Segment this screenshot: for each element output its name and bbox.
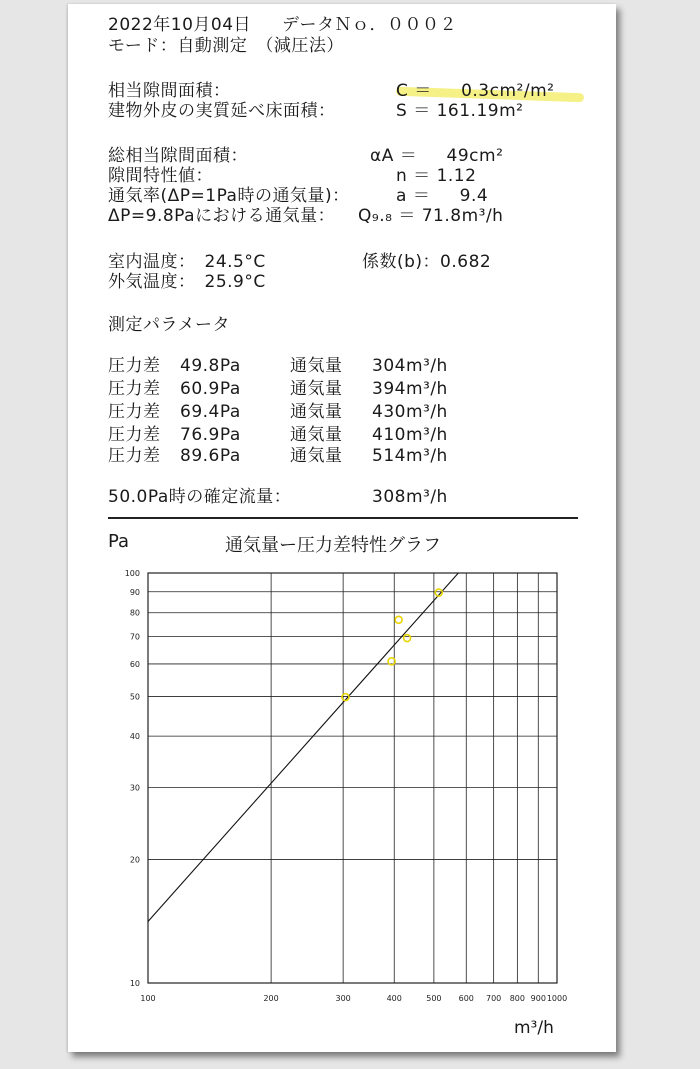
confirmed-label: 50.0Pa時の確定流量： [108, 487, 292, 507]
x-tick-label: 300 [335, 994, 351, 1003]
x-tick-label: 800 [509, 994, 526, 1003]
x-tick-label: 600 [458, 994, 474, 1003]
y-tick-label: 100 [124, 569, 140, 578]
s-label: 建物外皮の実質延べ床面積： [108, 101, 336, 121]
alpha-label: 総相当隙間面積： [108, 146, 248, 166]
x-tick-label: 400 [386, 994, 402, 1003]
alpha-value: αA ＝ 49cm² [370, 146, 504, 166]
dp-value: 89.6Pa [180, 446, 241, 466]
y-tick-label: 40 [129, 732, 140, 742]
q-value: 514m³/h [372, 446, 448, 466]
c-label: 相当隙間面積： [108, 81, 231, 101]
q-value: 304m³/h [372, 356, 448, 376]
y-tick-label: 80 [129, 608, 140, 618]
data-point [395, 616, 402, 623]
dp-label: 圧力差 [108, 356, 161, 376]
dp-label: 圧力差 [108, 425, 161, 445]
q-label: 通気量 [290, 379, 343, 399]
y-tick-label: 30 [129, 783, 140, 793]
y-tick-label: 70 [129, 632, 140, 642]
n-label: 隙間特性値： [108, 166, 213, 186]
q-value: 394m³/h [372, 379, 448, 399]
mode-text: モード：自動測定 （減圧法） [108, 36, 344, 56]
a-value: a ＝ 9.4 [396, 186, 489, 206]
date-text: 2022年10月04日 [108, 15, 252, 35]
dp-label: 圧力差 [108, 402, 161, 422]
plot-frame [148, 573, 557, 983]
q-value: 410m³/h [372, 425, 448, 445]
data-point [404, 635, 411, 642]
y-tick-label: 10 [129, 979, 140, 988]
y-tick-label: 50 [129, 692, 140, 702]
regression-line [148, 573, 458, 921]
confirmed-value: 308m³/h [372, 487, 448, 507]
x-tick-label: 500 [426, 994, 442, 1003]
a-label: 通気率(ΔP=1Pa時の通気量)： [108, 186, 350, 206]
dp-value: 76.9Pa [180, 425, 241, 445]
y-tick-label: 60 [129, 659, 140, 669]
indoor-temp: 室内温度： 24.5°C [108, 252, 266, 272]
dp-label: 圧力差 [108, 446, 161, 466]
x-tick-label: 200 [263, 994, 279, 1003]
dp-label: 圧力差 [108, 379, 161, 399]
coefficient: 係数(b)：0.682 [362, 252, 492, 272]
y-tick-label: 20 [129, 855, 140, 865]
dp-value: 60.9Pa [180, 379, 241, 399]
q-label: 通気量 [290, 446, 343, 466]
x-tick-label: 700 [486, 994, 502, 1003]
x-tick-label: 900 [530, 994, 546, 1003]
params-title: 測定パラメータ [108, 315, 230, 335]
q-value: Q₉.₈ ＝ 71.8m³/h [358, 206, 504, 226]
outdoor-temp: 外気温度： 25.9°C [108, 272, 266, 292]
c-value: C ＝ 0.3cm²/m² [396, 81, 555, 101]
x-axis-label: m³/h [514, 1018, 554, 1038]
s-value: S ＝ 161.19m² [396, 101, 524, 121]
q-label: 通気量 [290, 356, 343, 376]
q-label: 通気量 [290, 402, 343, 422]
dp-value: 69.4Pa [180, 402, 241, 422]
q-value: 430m³/h [372, 402, 448, 422]
chart-title: 通気量ー圧力差特性グラフ [225, 535, 441, 556]
q-label: ΔP=9.8Paにおける通気量： [108, 206, 336, 226]
y-axis-label: Pa [108, 531, 130, 552]
x-tick-label: 100 [140, 994, 156, 1003]
dp-value: 49.8Pa [180, 356, 241, 376]
y-tick-label: 90 [129, 587, 140, 597]
data-number: データＮｏ．０００２ [282, 15, 457, 35]
n-value: n ＝ 1.12 [396, 166, 477, 186]
x-tick-label: 1000 [546, 994, 568, 1003]
q-label: 通気量 [290, 425, 343, 445]
